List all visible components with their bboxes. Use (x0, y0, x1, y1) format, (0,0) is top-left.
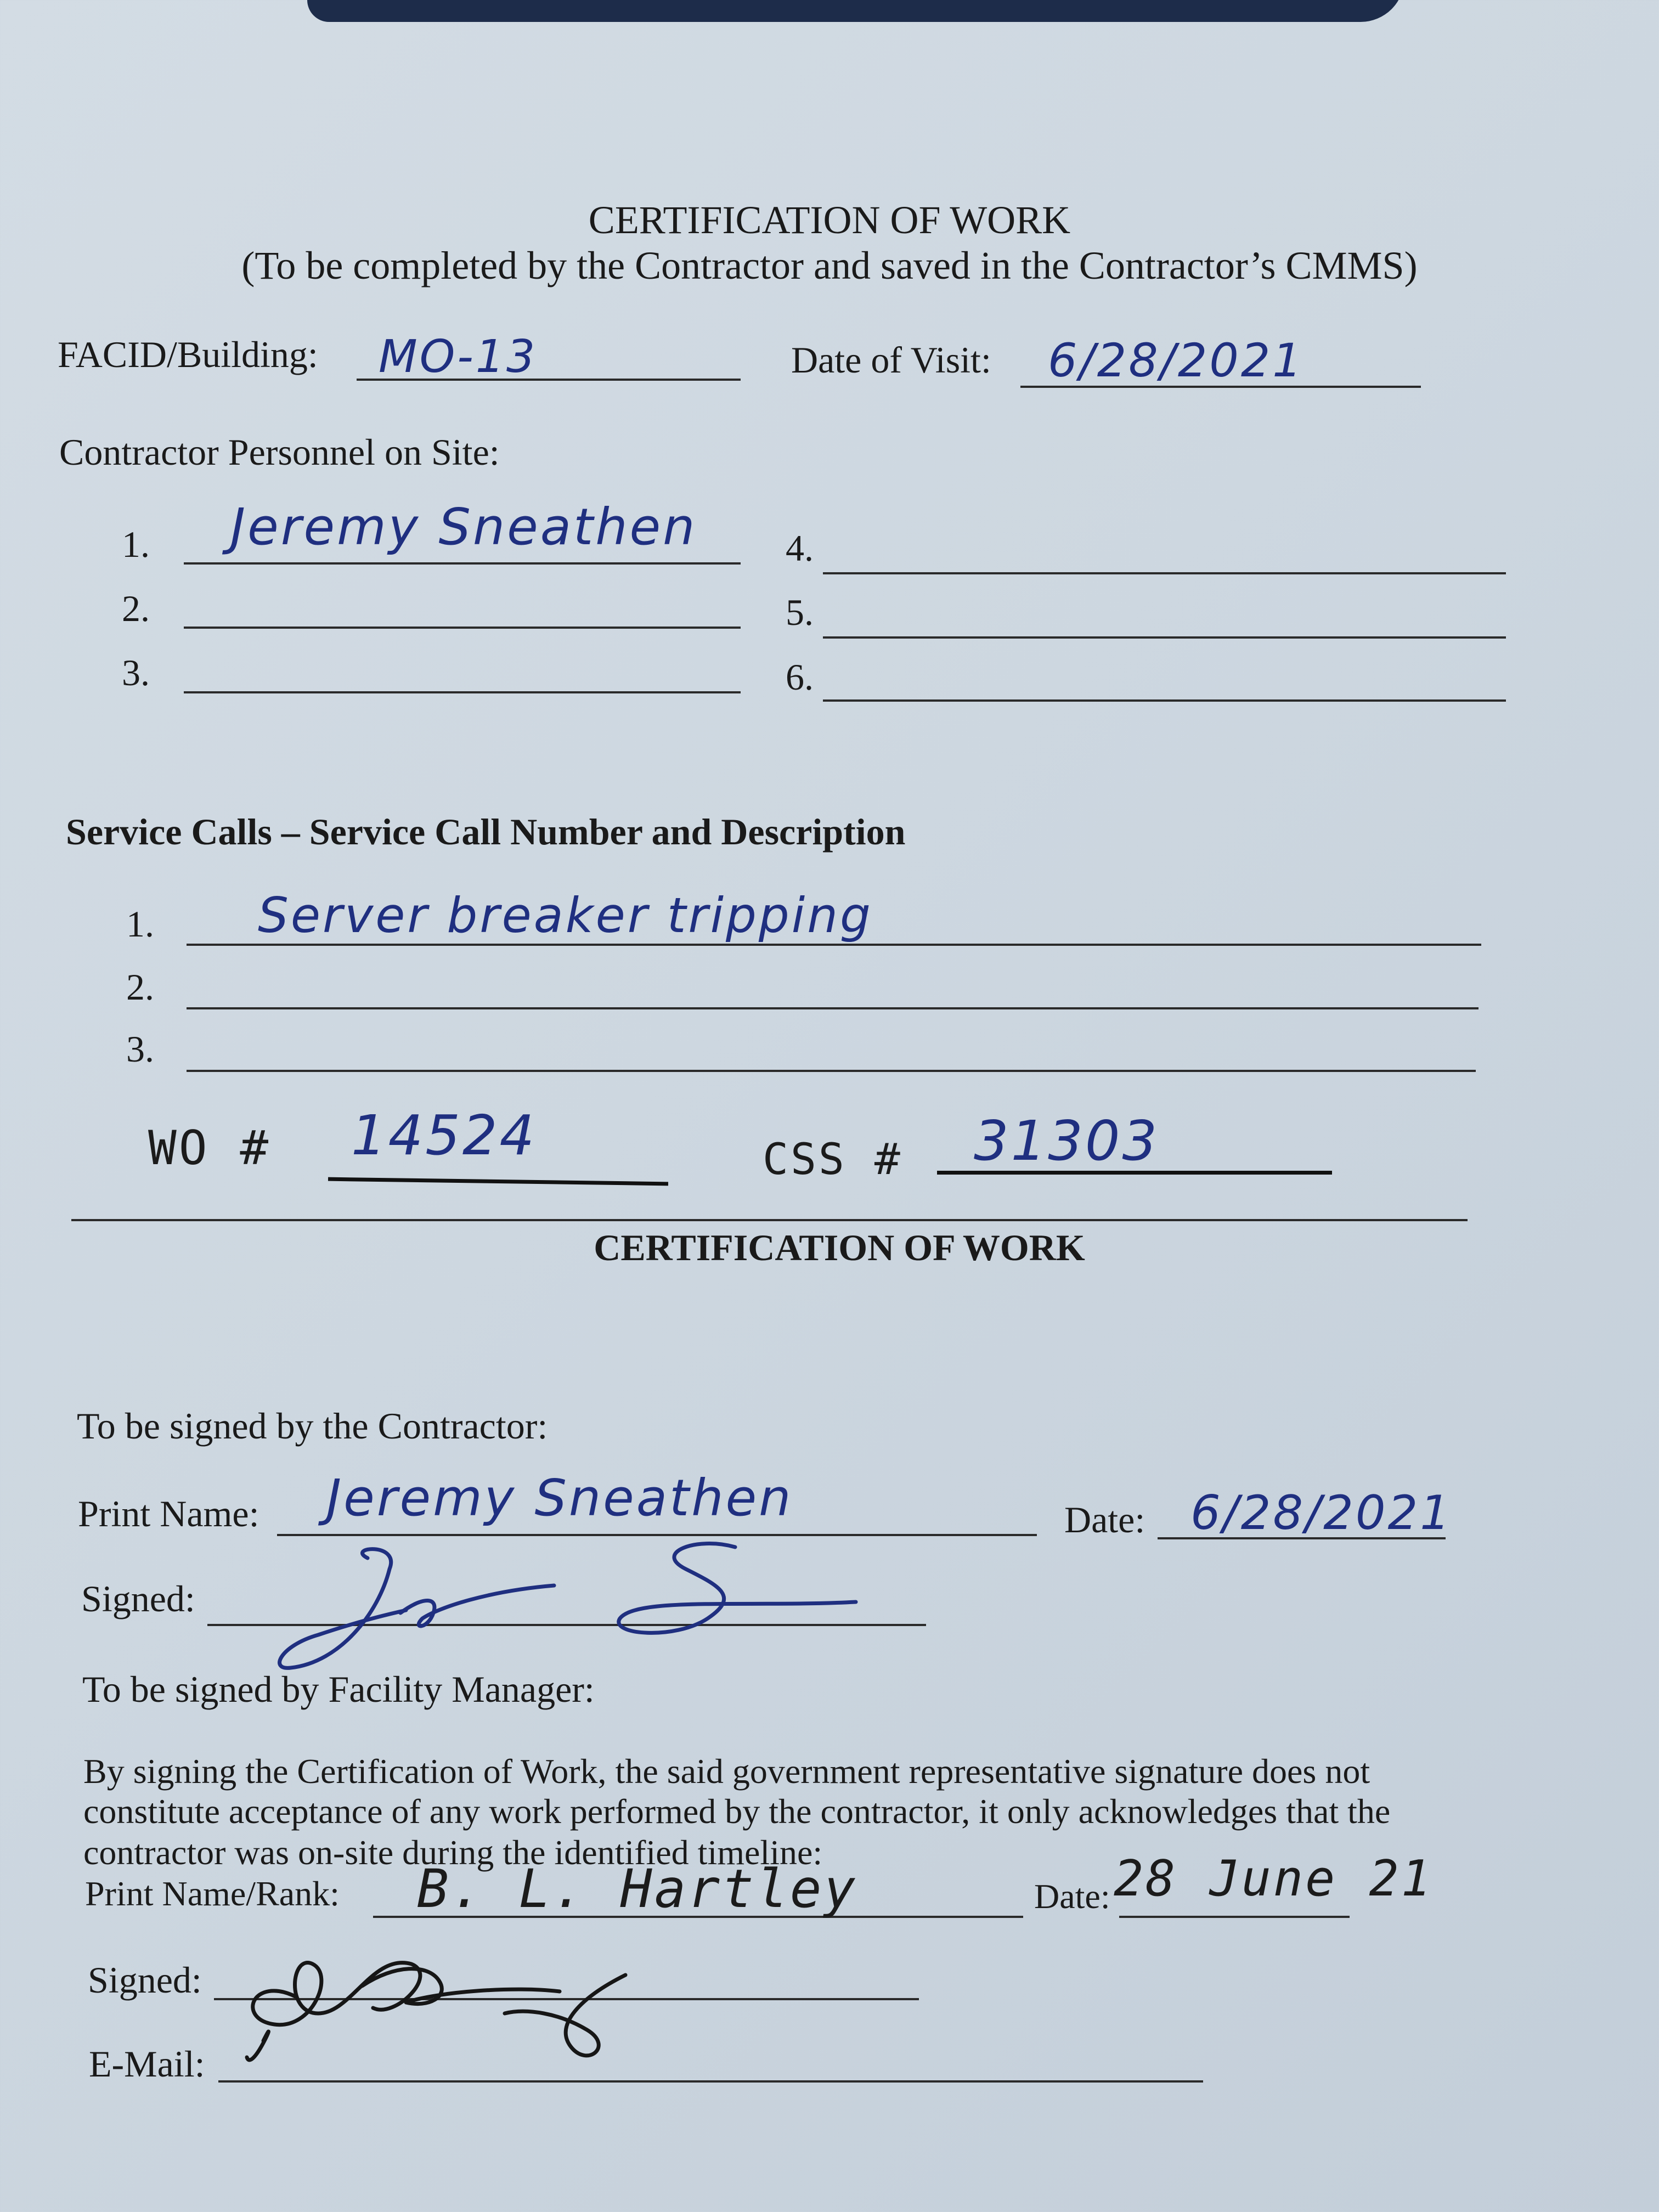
form-subtitle: (To be completed by the Contractor and saved in the Contractor’s CMMS) (241, 244, 1418, 287)
personnel-line (823, 572, 1506, 574)
contractor-date-label: Date: (1064, 1499, 1146, 1541)
personnel-line (823, 636, 1506, 639)
facid-label: FACID/Building: (58, 334, 318, 375)
email-label: E-Mail: (89, 2043, 205, 2085)
personnel-line (184, 627, 741, 629)
section-divider (71, 1219, 1468, 1221)
facid-value[interactable]: MO-13 (379, 331, 538, 383)
wo-line (328, 1177, 668, 1186)
personnel-num: 1. (122, 523, 150, 565)
facility-print-name[interactable]: B. L. Hartley (417, 1858, 858, 1920)
service-calls-heading: Service Calls – Service Call Number and Description (66, 811, 906, 853)
contractor-signed-label: Signed: (81, 1578, 195, 1620)
facility-date-label: Date: (1034, 1877, 1110, 1916)
disclaimer-line: contractor was on-site during the identified timeline: (83, 1833, 823, 1872)
personnel-line (184, 562, 741, 565)
facility-signature-icon[interactable] (230, 1931, 724, 2096)
css-label: CSS # (763, 1135, 902, 1184)
service-call-line (187, 944, 1481, 946)
contractor-date[interactable]: 6/28/2021 (1190, 1486, 1452, 1541)
facility-print-name-label: Print Name/Rank: (85, 1874, 340, 1913)
facility-date-line (1119, 1916, 1350, 1918)
personnel-line (823, 699, 1506, 702)
personnel-name[interactable]: Jeremy Sneathen (230, 498, 697, 556)
clipboard-edge (307, 0, 1404, 22)
wo-label: WO # (148, 1121, 271, 1176)
personnel-num: 3. (122, 652, 150, 693)
contractor-sign-label: To be signed by the Contractor: (77, 1405, 548, 1447)
wo-number[interactable]: 14524 (351, 1103, 537, 1167)
facility-date[interactable]: 28 June 21 (1114, 1850, 1433, 1908)
css-number[interactable]: 31303 (974, 1109, 1160, 1173)
service-call-num: 2. (126, 966, 154, 1008)
disclaimer-line: By signing the Certification of Work, the said government representative signature does not (83, 1752, 1370, 1791)
service-call-line (187, 1070, 1476, 1072)
contractor-signature-icon[interactable] (258, 1536, 889, 1679)
personnel-num: 4. (786, 527, 814, 569)
date-of-visit-label: Date of Visit: (791, 339, 991, 381)
disclaimer-line: constitute acceptance of any work performed by the contractor, it only acknowledges that the (83, 1792, 1391, 1831)
email-line (218, 2080, 1203, 2083)
personnel-num: 5. (786, 591, 814, 633)
service-call-num: 3. (126, 1028, 154, 1070)
certification-heading: CERTIFICATION OF WORK (594, 1227, 1085, 1268)
service-call-num: 1. (126, 903, 154, 945)
facility-sign-label: To be signed by Facility Manager: (82, 1668, 595, 1710)
facility-signed-label: Signed: (88, 1959, 202, 2001)
personnel-num: 6. (786, 656, 814, 698)
personnel-label: Contractor Personnel on Site: (59, 431, 500, 473)
service-call-line (187, 1007, 1479, 1009)
service-call-description[interactable]: Server breaker tripping (258, 887, 873, 944)
contractor-print-name-label: Print Name: (78, 1493, 259, 1534)
personnel-line (184, 691, 741, 693)
date-of-visit-value[interactable]: 6/28/2021 (1048, 334, 1304, 387)
contractor-print-name[interactable]: Jeremy Sneathen (326, 1469, 793, 1527)
personnel-num: 2. (122, 588, 150, 629)
form-title: CERTIFICATION OF WORK (588, 198, 1071, 242)
